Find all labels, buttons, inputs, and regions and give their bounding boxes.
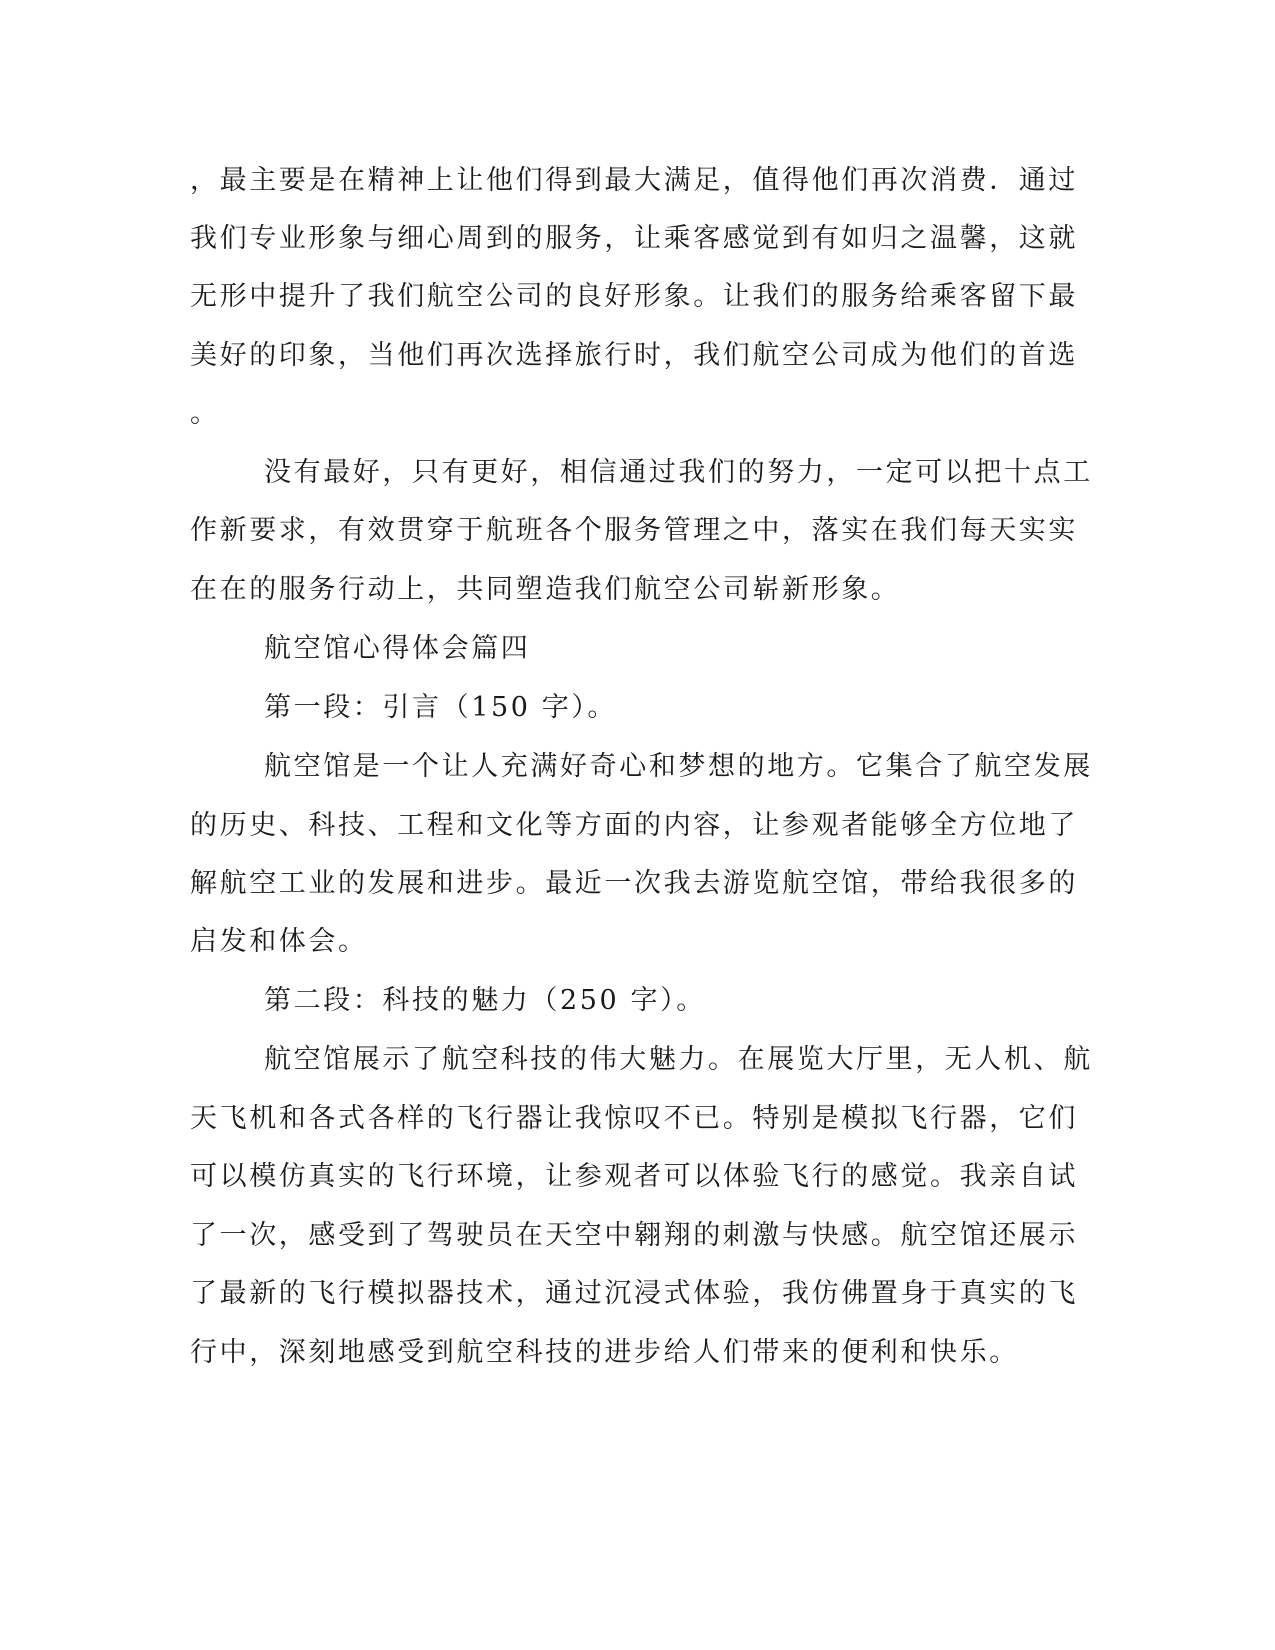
- text-line: 了最新的飞行模拟器技术，通过沉浸式体验，我仿佛置身于真实的飞: [190, 1278, 1078, 1309]
- section-heading: 航空馆心得体会篇四: [264, 633, 531, 664]
- text-line: 天飞机和各式各样的飞行器让我惊叹不已。特别是模拟飞行器，它们: [190, 1103, 1078, 1134]
- text-line: 作新要求，有效贯穿于航班各个服务管理之中，落实在我们每天实实: [190, 515, 1078, 546]
- paragraph-start-line: 航空馆是一个让人充满好奇心和梦想的地方。它集合了航空发展: [264, 751, 1093, 782]
- text-line: ，最主要是在精神上让他们得到最大满足，值得他们再次消费．通过: [190, 165, 1078, 196]
- text-line: 美好的印象，当他们再次选择旅行时，我们航空公司成为他们的首选: [190, 340, 1078, 371]
- text-line: 了一次，感受到了驾驶员在天空中翱翔的刺激与快感。航空馆还展示: [190, 1220, 1078, 1251]
- text-line: 无形中提升了我们航空公司的良好形象。让我们的服务给乘客留下最: [190, 281, 1078, 312]
- text-line: 解航空工业的发展和进步。最近一次我去游览航空馆，带给我很多的: [190, 868, 1078, 899]
- subsection-heading: 第一段：引言（150 字）。: [264, 692, 618, 723]
- text-line: 启发和体会。: [190, 926, 368, 957]
- text-line: 在在的服务行动上，共同塑造我们航空公司崭新形象。: [190, 574, 901, 605]
- paragraph-start-line: 没有最好，只有更好，相信通过我们的努力，一定可以把十点工: [264, 457, 1093, 488]
- text-line: 的历史、科技、工程和文化等方面的内容，让参观者能够全方位地了: [190, 810, 1078, 841]
- subsection-heading: 第二段：科技的魅力（250 字）。: [264, 985, 706, 1016]
- text-line: 我们专业形象与细心周到的服务，让乘客感觉到有如归之温馨，这就: [190, 223, 1078, 254]
- text-line: 可以模仿真实的飞行环境，让参观者可以体验飞行的感觉。我亲自试: [190, 1161, 1078, 1192]
- text-line: 。: [190, 398, 220, 429]
- paragraph-start-line: 航空馆展示了航空科技的伟大魅力。在展览大厅里，无人机、航: [264, 1044, 1093, 1075]
- text-line: 行中，深刻地感受到航空科技的进步给人们带来的便利和快乐。: [190, 1337, 1019, 1368]
